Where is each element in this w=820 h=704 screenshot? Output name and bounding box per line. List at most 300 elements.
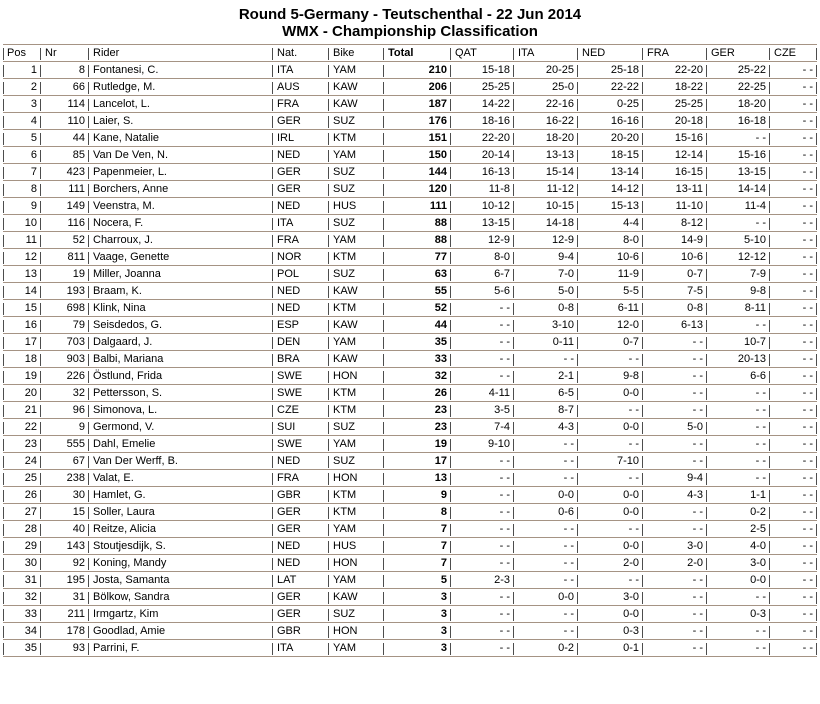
- cell-total: 23: [384, 402, 451, 419]
- cell-ita: - -: [514, 470, 578, 487]
- cell-cze: - -: [770, 130, 817, 147]
- cell-bike: KTM: [329, 130, 384, 147]
- cell-pos: 9: [3, 198, 41, 215]
- cell-bike: YAM: [329, 521, 384, 538]
- cell-ned: 0-1: [578, 640, 643, 657]
- cell-rider: Stoutjesdijk, S.: [89, 538, 273, 555]
- cell-pos: 19: [3, 368, 41, 385]
- cell-bike: SUZ: [329, 164, 384, 181]
- cell-nat: GER: [273, 504, 329, 521]
- cell-fra: 14-9: [643, 232, 707, 249]
- cell-total: 120: [384, 181, 451, 198]
- cell-ita: - -: [514, 606, 578, 623]
- cell-ita: - -: [514, 521, 578, 538]
- cell-nr: 32: [41, 385, 89, 402]
- cell-ger: 4-0: [707, 538, 770, 555]
- table-row: [3, 62, 817, 79]
- column-header-qat: QAT: [451, 45, 514, 62]
- cell-bike: HUS: [329, 538, 384, 555]
- cell-nr: 66: [41, 79, 89, 96]
- cell-nr: 149: [41, 198, 89, 215]
- table-row: [3, 589, 817, 606]
- cell-ita: 25-0: [514, 79, 578, 96]
- cell-bike: HON: [329, 623, 384, 640]
- cell-cze: - -: [770, 334, 817, 351]
- cell-total: 52: [384, 300, 451, 317]
- column-header-ita: ITA: [514, 45, 578, 62]
- cell-fra: - -: [643, 351, 707, 368]
- table-row: [3, 147, 817, 164]
- cell-fra: 6-13: [643, 317, 707, 334]
- cell-bike: YAM: [329, 572, 384, 589]
- cell-bike: KTM: [329, 504, 384, 521]
- cell-ger: 13-15: [707, 164, 770, 181]
- cell-cze: - -: [770, 606, 817, 623]
- cell-ned: 9-8: [578, 368, 643, 385]
- cell-bike: KAW: [329, 283, 384, 300]
- table-row: [3, 419, 817, 436]
- cell-total: 5: [384, 572, 451, 589]
- cell-bike: KAW: [329, 589, 384, 606]
- cell-nr: 110: [41, 113, 89, 130]
- cell-total: 88: [384, 232, 451, 249]
- cell-nat: GER: [273, 606, 329, 623]
- cell-total: 144: [384, 164, 451, 181]
- cell-ger: 18-20: [707, 96, 770, 113]
- cell-ned: 12-0: [578, 317, 643, 334]
- cell-nr: 423: [41, 164, 89, 181]
- cell-rider: Van De Ven, N.: [89, 147, 273, 164]
- cell-bike: SUZ: [329, 266, 384, 283]
- cell-ger: - -: [707, 640, 770, 657]
- cell-ita: 9-4: [514, 249, 578, 266]
- cell-total: 176: [384, 113, 451, 130]
- cell-pos: 34: [3, 623, 41, 640]
- cell-qat: - -: [451, 300, 514, 317]
- cell-nat: SUI: [273, 419, 329, 436]
- cell-pos: 33: [3, 606, 41, 623]
- cell-pos: 2: [3, 79, 41, 96]
- table-row: [3, 283, 817, 300]
- cell-fra: - -: [643, 453, 707, 470]
- cell-rider: Braam, K.: [89, 283, 273, 300]
- table-row: [3, 470, 817, 487]
- cell-ned: 16-16: [578, 113, 643, 130]
- cell-bike: HON: [329, 470, 384, 487]
- cell-ned: 2-0: [578, 555, 643, 572]
- cell-pos: 23: [3, 436, 41, 453]
- cell-pos: 17: [3, 334, 41, 351]
- cell-rider: Goodlad, Amie: [89, 623, 273, 640]
- cell-ger: - -: [707, 589, 770, 606]
- table-row: [3, 606, 817, 623]
- cell-fra: 18-22: [643, 79, 707, 96]
- cell-ita: 0-0: [514, 487, 578, 504]
- cell-total: 35: [384, 334, 451, 351]
- cell-bike: SUZ: [329, 419, 384, 436]
- cell-nr: 31: [41, 589, 89, 606]
- cell-bike: YAM: [329, 334, 384, 351]
- column-header-bike: Bike: [329, 45, 384, 62]
- cell-fra: 0-8: [643, 300, 707, 317]
- cell-qat: 9-10: [451, 436, 514, 453]
- cell-total: 3: [384, 623, 451, 640]
- cell-rider: Borchers, Anne: [89, 181, 273, 198]
- cell-cze: - -: [770, 555, 817, 572]
- cell-ned: 10-6: [578, 249, 643, 266]
- cell-bike: KAW: [329, 96, 384, 113]
- cell-pos: 1: [3, 62, 41, 79]
- cell-nr: 30: [41, 487, 89, 504]
- cell-fra: - -: [643, 334, 707, 351]
- cell-fra: 2-0: [643, 555, 707, 572]
- cell-ita: 15-14: [514, 164, 578, 181]
- table-row: [3, 572, 817, 589]
- cell-pos: 32: [3, 589, 41, 606]
- cell-rider: Lancelot, L.: [89, 96, 273, 113]
- cell-rider: Klink, Nina: [89, 300, 273, 317]
- cell-rider: Simonova, L.: [89, 402, 273, 419]
- cell-ned: - -: [578, 521, 643, 538]
- cell-cze: - -: [770, 436, 817, 453]
- table-row: [3, 504, 817, 521]
- cell-nat: SWE: [273, 436, 329, 453]
- cell-qat: 6-7: [451, 266, 514, 283]
- cell-fra: 25-25: [643, 96, 707, 113]
- column-header-ned: NED: [578, 45, 643, 62]
- cell-fra: - -: [643, 572, 707, 589]
- cell-rider: Hamlet, G.: [89, 487, 273, 504]
- cell-total: 8: [384, 504, 451, 521]
- cell-fra: 16-15: [643, 164, 707, 181]
- cell-ned: 5-5: [578, 283, 643, 300]
- table-row: [3, 368, 817, 385]
- cell-ned: 0-0: [578, 538, 643, 555]
- cell-total: 88: [384, 215, 451, 232]
- cell-total: 44: [384, 317, 451, 334]
- cell-ned: 0-25: [578, 96, 643, 113]
- cell-fra: 0-7: [643, 266, 707, 283]
- cell-nr: 703: [41, 334, 89, 351]
- cell-rider: Soller, Laura: [89, 504, 273, 521]
- cell-ger: - -: [707, 402, 770, 419]
- cell-bike: YAM: [329, 62, 384, 79]
- cell-ita: 0-11: [514, 334, 578, 351]
- cell-qat: 5-6: [451, 283, 514, 300]
- cell-total: 77: [384, 249, 451, 266]
- cell-fra: 5-0: [643, 419, 707, 436]
- cell-nr: 52: [41, 232, 89, 249]
- cell-ned: 0-7: [578, 334, 643, 351]
- cell-ita: 0-8: [514, 300, 578, 317]
- cell-total: 210: [384, 62, 451, 79]
- cell-qat: - -: [451, 606, 514, 623]
- cell-cze: - -: [770, 198, 817, 215]
- cell-pos: 6: [3, 147, 41, 164]
- table-header-row: [3, 45, 817, 62]
- cell-cze: - -: [770, 232, 817, 249]
- cell-cze: - -: [770, 215, 817, 232]
- cell-fra: - -: [643, 368, 707, 385]
- classification-table: [3, 44, 817, 657]
- cell-nr: 226: [41, 368, 89, 385]
- cell-cze: - -: [770, 96, 817, 113]
- cell-nr: 8: [41, 62, 89, 79]
- cell-rider: Miller, Joanna: [89, 266, 273, 283]
- cell-ger: - -: [707, 436, 770, 453]
- cell-ned: - -: [578, 470, 643, 487]
- cell-cze: - -: [770, 317, 817, 334]
- cell-nat: NED: [273, 538, 329, 555]
- cell-ita: 20-25: [514, 62, 578, 79]
- cell-nat: GER: [273, 589, 329, 606]
- cell-cze: - -: [770, 589, 817, 606]
- cell-total: 3: [384, 589, 451, 606]
- cell-nr: 15: [41, 504, 89, 521]
- table-row: [3, 79, 817, 96]
- cell-cze: - -: [770, 521, 817, 538]
- cell-qat: - -: [451, 334, 514, 351]
- cell-ita: - -: [514, 453, 578, 470]
- cell-cze: - -: [770, 419, 817, 436]
- cell-ita: - -: [514, 623, 578, 640]
- cell-fra: 4-3: [643, 487, 707, 504]
- cell-cze: - -: [770, 351, 817, 368]
- cell-fra: 12-14: [643, 147, 707, 164]
- cell-qat: 18-16: [451, 113, 514, 130]
- cell-fra: 3-0: [643, 538, 707, 555]
- cell-ita: 3-10: [514, 317, 578, 334]
- table-row: [3, 521, 817, 538]
- cell-ita: - -: [514, 555, 578, 572]
- cell-ita: 13-13: [514, 147, 578, 164]
- cell-nat: SWE: [273, 368, 329, 385]
- cell-rider: Koning, Mandy: [89, 555, 273, 572]
- cell-fra: - -: [643, 504, 707, 521]
- table-row: [3, 198, 817, 215]
- table-row: [3, 164, 817, 181]
- cell-ned: - -: [578, 351, 643, 368]
- cell-fra: 15-16: [643, 130, 707, 147]
- cell-qat: 13-15: [451, 215, 514, 232]
- cell-nr: 85: [41, 147, 89, 164]
- cell-fra: 22-20: [643, 62, 707, 79]
- cell-cze: - -: [770, 113, 817, 130]
- table-row: [3, 334, 817, 351]
- cell-ned: 0-0: [578, 606, 643, 623]
- cell-pos: 29: [3, 538, 41, 555]
- cell-cze: - -: [770, 487, 817, 504]
- cell-ger: 20-13: [707, 351, 770, 368]
- cell-pos: 16: [3, 317, 41, 334]
- cell-cze: - -: [770, 385, 817, 402]
- cell-pos: 5: [3, 130, 41, 147]
- cell-ger: 0-3: [707, 606, 770, 623]
- cell-ger: - -: [707, 453, 770, 470]
- cell-qat: 14-22: [451, 96, 514, 113]
- cell-pos: 15: [3, 300, 41, 317]
- cell-nat: FRA: [273, 232, 329, 249]
- cell-pos: 20: [3, 385, 41, 402]
- cell-ita: 11-12: [514, 181, 578, 198]
- table-row: [3, 130, 817, 147]
- table-row: [3, 640, 817, 657]
- cell-qat: 11-8: [451, 181, 514, 198]
- cell-cze: - -: [770, 453, 817, 470]
- cell-ita: 12-9: [514, 232, 578, 249]
- table-body: [3, 62, 817, 657]
- cell-nat: ITA: [273, 640, 329, 657]
- column-header-nr: Nr: [41, 45, 89, 62]
- cell-rider: Veenstra, M.: [89, 198, 273, 215]
- cell-fra: - -: [643, 606, 707, 623]
- page-title-line2: WMX - Championship Classification: [282, 23, 538, 40]
- cell-nat: POL: [273, 266, 329, 283]
- cell-total: 7: [384, 538, 451, 555]
- cell-rider: Seisdedos, G.: [89, 317, 273, 334]
- cell-bike: KAW: [329, 79, 384, 96]
- table-row: [3, 436, 817, 453]
- cell-ger: 1-1: [707, 487, 770, 504]
- cell-fra: - -: [643, 385, 707, 402]
- cell-rider: Josta, Samanta: [89, 572, 273, 589]
- cell-nr: 116: [41, 215, 89, 232]
- cell-ned: 15-13: [578, 198, 643, 215]
- cell-bike: KTM: [329, 249, 384, 266]
- cell-fra: - -: [643, 623, 707, 640]
- cell-ger: 25-22: [707, 62, 770, 79]
- cell-cze: - -: [770, 470, 817, 487]
- cell-ger: 0-0: [707, 572, 770, 589]
- cell-nr: 19: [41, 266, 89, 283]
- cell-ned: 0-3: [578, 623, 643, 640]
- cell-bike: HON: [329, 368, 384, 385]
- table-row: [3, 317, 817, 334]
- cell-qat: - -: [451, 589, 514, 606]
- cell-nat: NOR: [273, 249, 329, 266]
- cell-nr: 9: [41, 419, 89, 436]
- cell-cze: - -: [770, 538, 817, 555]
- cell-nat: LAT: [273, 572, 329, 589]
- cell-nr: 40: [41, 521, 89, 538]
- cell-nat: CZE: [273, 402, 329, 419]
- cell-nat: ITA: [273, 215, 329, 232]
- cell-ned: 25-18: [578, 62, 643, 79]
- cell-ned: 14-12: [578, 181, 643, 198]
- cell-ita: 4-3: [514, 419, 578, 436]
- cell-ita: - -: [514, 572, 578, 589]
- cell-qat: 8-0: [451, 249, 514, 266]
- cell-qat: - -: [451, 521, 514, 538]
- cell-ita: - -: [514, 436, 578, 453]
- cell-fra: 7-5: [643, 283, 707, 300]
- cell-pos: 7: [3, 164, 41, 181]
- cell-qat: - -: [451, 453, 514, 470]
- cell-nat: DEN: [273, 334, 329, 351]
- cell-cze: - -: [770, 181, 817, 198]
- cell-nr: 44: [41, 130, 89, 147]
- cell-ita: 18-20: [514, 130, 578, 147]
- cell-qat: 10-12: [451, 198, 514, 215]
- cell-qat: - -: [451, 368, 514, 385]
- cell-nr: 114: [41, 96, 89, 113]
- cell-total: 150: [384, 147, 451, 164]
- cell-nat: SWE: [273, 385, 329, 402]
- table-row: [3, 402, 817, 419]
- cell-qat: 22-20: [451, 130, 514, 147]
- cell-qat: - -: [451, 555, 514, 572]
- cell-nat: GER: [273, 113, 329, 130]
- cell-nr: 195: [41, 572, 89, 589]
- cell-nr: 143: [41, 538, 89, 555]
- column-header-rider: Rider: [89, 45, 273, 62]
- cell-pos: 22: [3, 419, 41, 436]
- cell-rider: Östlund, Frida: [89, 368, 273, 385]
- cell-bike: YAM: [329, 147, 384, 164]
- table-row: [3, 249, 817, 266]
- cell-cze: - -: [770, 640, 817, 657]
- cell-total: 206: [384, 79, 451, 96]
- cell-total: 19: [384, 436, 451, 453]
- cell-ita: 0-2: [514, 640, 578, 657]
- cell-ita: 8-7: [514, 402, 578, 419]
- cell-pos: 26: [3, 487, 41, 504]
- cell-nr: 96: [41, 402, 89, 419]
- cell-rider: Reitze, Alicia: [89, 521, 273, 538]
- cell-nr: 79: [41, 317, 89, 334]
- cell-ita: 16-22: [514, 113, 578, 130]
- page-title-line1: Round 5-Germany - Teutschenthal - 22 Jun 2014: [238, 6, 582, 23]
- cell-nat: AUS: [273, 79, 329, 96]
- table-row: [3, 113, 817, 130]
- cell-rider: Germond, V.: [89, 419, 273, 436]
- cell-pos: 18: [3, 351, 41, 368]
- cell-pos: 12: [3, 249, 41, 266]
- cell-ger: 5-10: [707, 232, 770, 249]
- cell-cze: - -: [770, 623, 817, 640]
- cell-nat: NED: [273, 300, 329, 317]
- cell-total: 55: [384, 283, 451, 300]
- cell-fra: 9-4: [643, 470, 707, 487]
- cell-ger: - -: [707, 215, 770, 232]
- cell-nr: 811: [41, 249, 89, 266]
- cell-fra: - -: [643, 589, 707, 606]
- cell-ned: 0-0: [578, 419, 643, 436]
- cell-ita: 10-15: [514, 198, 578, 215]
- cell-ita: 6-5: [514, 385, 578, 402]
- cell-bike: SUZ: [329, 181, 384, 198]
- table-row: [3, 300, 817, 317]
- cell-qat: - -: [451, 538, 514, 555]
- table-row: [3, 232, 817, 249]
- column-header-nat: Nat.: [273, 45, 329, 62]
- cell-bike: KTM: [329, 402, 384, 419]
- cell-ita: 2-1: [514, 368, 578, 385]
- cell-nr: 555: [41, 436, 89, 453]
- cell-total: 63: [384, 266, 451, 283]
- cell-qat: 15-18: [451, 62, 514, 79]
- cell-ned: 8-0: [578, 232, 643, 249]
- cell-bike: KAW: [329, 351, 384, 368]
- cell-nr: 238: [41, 470, 89, 487]
- table-row: [3, 215, 817, 232]
- cell-ger: 9-8: [707, 283, 770, 300]
- table-row: [3, 266, 817, 283]
- cell-ger: 16-18: [707, 113, 770, 130]
- table-row: [3, 385, 817, 402]
- cell-cze: - -: [770, 266, 817, 283]
- cell-cze: - -: [770, 147, 817, 164]
